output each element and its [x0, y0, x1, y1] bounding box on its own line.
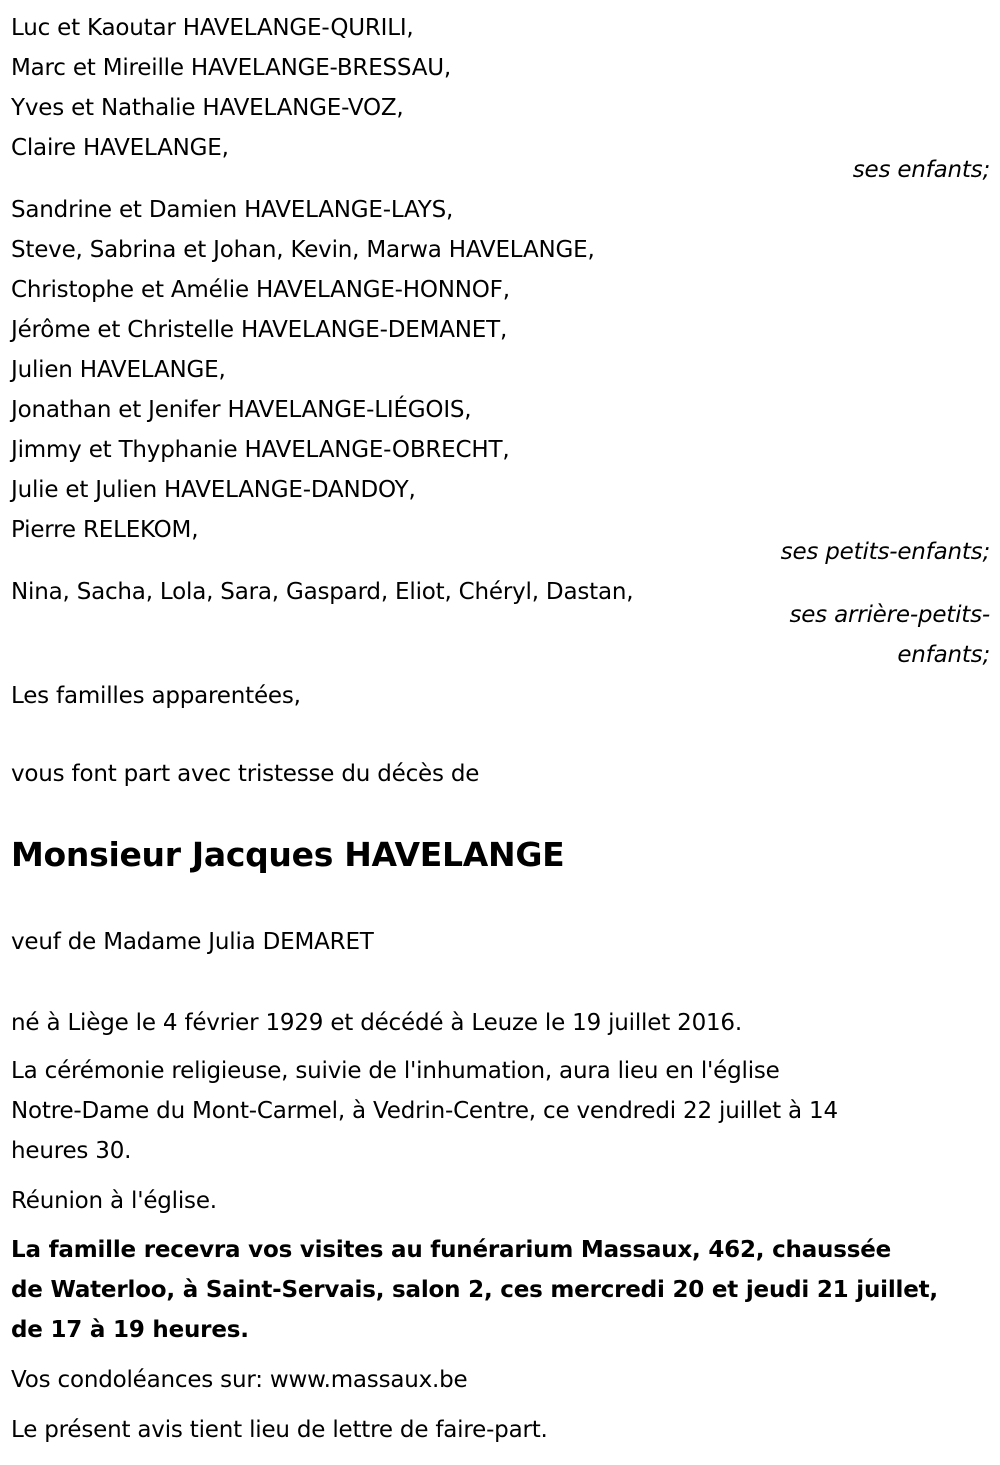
deceased-name: Monsieur Jacques HAVELANGE	[11, 835, 565, 874]
family-line-grandchild: Julie et Julien HAVELANGE-DANDOY,	[11, 477, 416, 503]
role-label-great-grandchildren-line2: enfants;	[897, 642, 990, 668]
related-families: Les familles apparentées,	[11, 683, 301, 709]
family-line-grandchild: Jérôme et Christelle HAVELANGE-DEMANET,	[11, 317, 508, 343]
role-label-great-grandchildren-line1: ses arrière-petits-	[789, 602, 990, 628]
role-label-children: ses enfants;	[852, 157, 990, 183]
family-line-grandchild: Pierre RELEKOM,	[11, 517, 199, 543]
visits-line: de 17 à 19 heures.	[11, 1317, 249, 1343]
announcement-intro: vous font part avec tristesse du décès de	[11, 761, 480, 787]
family-line-child: Claire HAVELANGE,	[11, 135, 229, 161]
condolences-url: www.massaux.be	[269, 1367, 468, 1393]
role-label-grandchildren: ses petits-enfants;	[780, 539, 990, 565]
family-line-great-grandchildren: Nina, Sacha, Lola, Sara, Gaspard, Eliot, Chéryl, Dastan,	[11, 579, 634, 605]
family-line-grandchild: Jimmy et Thyphanie HAVELANGE-OBRECHT,	[11, 437, 510, 463]
condolences-label: Vos condoléances sur:	[11, 1367, 270, 1393]
family-line-grandchild: Steve, Sabrina et Johan, Kevin, Marwa HAVELANGE,	[11, 237, 595, 263]
widower-of: veuf de Madame Julia DEMARET	[11, 929, 374, 955]
meeting-info: Réunion à l'église.	[11, 1188, 217, 1214]
family-line-child: Luc et Kaoutar HAVELANGE-QURILI,	[11, 15, 414, 41]
ceremony-line: La cérémonie religieuse, suivie de l'inhumation, aura lieu en l'église	[11, 1058, 780, 1084]
family-line-child: Marc et Mireille HAVELANGE-BRESSAU,	[11, 55, 452, 81]
condolences-info	[11, 1365, 468, 1395]
family-line-grandchild: Christophe et Amélie HAVELANGE-HONNOF,	[11, 277, 510, 303]
closing-note: Le présent avis tient lieu de lettre de faire-part.	[11, 1417, 548, 1443]
visits-line: La famille recevra vos visites au funérarium Massaux, 462, chaussée	[11, 1237, 891, 1263]
ceremony-line: heures 30.	[11, 1138, 132, 1164]
family-line-grandchild: Jonathan et Jenifer HAVELANGE-LIÉGOIS,	[11, 397, 472, 423]
ceremony-line: Notre-Dame du Mont-Carmel, à Vedrin-Centre, ce vendredi 22 juillet à 14	[11, 1098, 838, 1124]
visits-line: de Waterloo, à Saint-Servais, salon 2, ces mercredi 20 et jeudi 21 juillet,	[11, 1277, 938, 1303]
family-line-child: Yves et Nathalie HAVELANGE-VOZ,	[11, 95, 404, 121]
family-line-grandchild: Julien HAVELANGE,	[11, 357, 226, 383]
birth-death-info: né à Liège le 4 février 1929 et décédé à Leuze le 19 juillet 2016.	[11, 1010, 742, 1036]
family-line-grandchild: Sandrine et Damien HAVELANGE-LAYS,	[11, 197, 454, 223]
